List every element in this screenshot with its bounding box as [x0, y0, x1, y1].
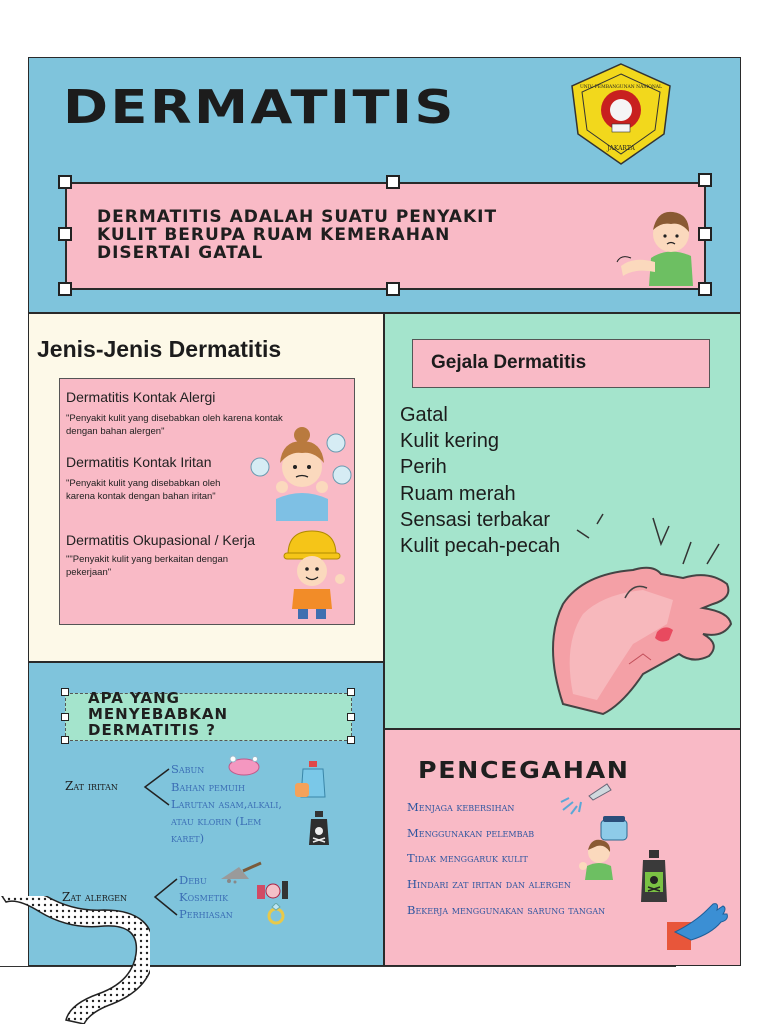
iritan-item-1: Sabun: [171, 762, 205, 776]
construction-worker-icon: [274, 525, 354, 621]
university-logo: [564, 58, 678, 170]
jenis-item-1-desc-2: dengan bahan alergen": [66, 426, 165, 437]
iritan-item-5: karet): [171, 831, 205, 845]
penyebab-heading-box: [65, 689, 352, 741]
alergen-item-2: Kosmetik: [179, 890, 229, 904]
jenis-item-3-desc-2: pekerjaan": [66, 567, 112, 578]
svg-text:JAKARTA: JAKARTA: [607, 145, 635, 152]
scratching-boy-icon: [577, 836, 617, 880]
gejala-heading: Gejala Dermatitis: [431, 352, 587, 373]
penyebab-heading-line-1: APA YANG: [88, 689, 180, 707]
iritan-item-4: atau klorin (Lem: [171, 814, 262, 828]
soap-icon: [227, 755, 261, 777]
definition-box: [65, 182, 706, 290]
definition-line-2: KULIT BERUPA RUAM KEMERAHAN: [97, 225, 451, 245]
pencegahan-item-5: Bekerja menggunakan sarung tangan: [407, 903, 606, 917]
ring-icon: [265, 903, 287, 925]
page-title: DERMATITIS: [63, 80, 456, 134]
gejala-item-4: Ruam merah: [400, 483, 516, 505]
gejala-item-3: Perih: [400, 456, 447, 478]
pencegahan-heading: PENCEGAHAN: [418, 758, 630, 784]
jenis-item-1-desc-1: "Penyakit kulit yang disebabkan oleh karena kontak: [66, 413, 283, 424]
iritan-item-3: Larutan asam,alkali,: [171, 797, 283, 811]
jenis-item-2-desc-1: "Penyakit kulit yang disebabkan oleh: [66, 478, 221, 489]
jenis-item-3-desc-1: ""Penyakit kulit yang berkaitan dengan: [66, 554, 229, 565]
allergy-girl-icon: [246, 421, 352, 521]
iritan-item-2: Bahan pemuih: [171, 780, 245, 794]
header-panel: [28, 57, 741, 313]
jenis-item-2-desc-2: karena kontak dengan bahan iritan": [66, 491, 216, 502]
pencegahan-panel: [384, 729, 741, 966]
cosmetics-icon: [255, 875, 291, 899]
gejala-item-1: Gatal: [400, 404, 448, 426]
detergent-bottle-icon: [295, 759, 327, 799]
penyebab-heading-line-3: DERMATITIS ?: [88, 721, 216, 739]
iritan-label: Zat iritan: [65, 779, 118, 793]
gejala-item-6: Kulit pecah-pecah: [400, 535, 561, 557]
gejala-panel: [384, 313, 741, 729]
shower-icon: [559, 782, 613, 816]
alergen-label: Zat alergen: [62, 890, 128, 904]
pencegahan-item-2: Menggunakan pelembab: [407, 826, 535, 840]
jenis-panel: [28, 313, 384, 662]
gejala-item-5: Sensasi terbakar: [400, 509, 551, 531]
jenis-item-2-title: Dermatitis Kontak Iritan: [66, 454, 212, 470]
gejala-item-2: Kulit kering: [400, 430, 499, 452]
iritan-brace: [141, 767, 171, 807]
rubber-gloves-icon: [665, 900, 731, 952]
irritated-hand-icon: [533, 504, 739, 724]
pencegahan-item-3: Tidak menggaruk kulit: [407, 851, 528, 865]
jenis-item-3-title: Dermatitis Okupasional / Kerja: [66, 532, 256, 548]
poison-bottle-icon: [307, 811, 331, 845]
pencegahan-item-1: Menjaga kebersihan: [407, 800, 515, 814]
definition-line-3: DISERTAI GATAL: [97, 243, 264, 263]
alergen-item-1: Debu: [179, 873, 207, 887]
jenis-item-1-title: Dermatitis Kontak Alergi: [66, 389, 216, 405]
pencegahan-item-4: Hindari zat iritan dan alergen: [407, 877, 571, 891]
jenis-heading: Jenis-Jenis Dermatitis: [37, 336, 282, 362]
penyebab-heading-line-2: MENYEBABKAN: [88, 705, 229, 723]
alergen-item-3: Perhiasan: [179, 907, 233, 921]
scratching-person-icon: [611, 196, 701, 286]
svg-text:UNIV. PEMBANGUNAN NASIONAL: UNIV. PEMBANGUNAN NASIONAL: [579, 85, 663, 90]
alergen-brace: [151, 877, 179, 917]
gejala-heading-box: [412, 339, 710, 388]
jenis-card: [59, 378, 355, 625]
definition-line-1: DERMATITIS ADALAH SUATU PENYAKIT: [97, 207, 498, 227]
dotted-ribbon-decoration: [0, 896, 150, 1024]
toxic-bottle-icon: [637, 850, 671, 902]
